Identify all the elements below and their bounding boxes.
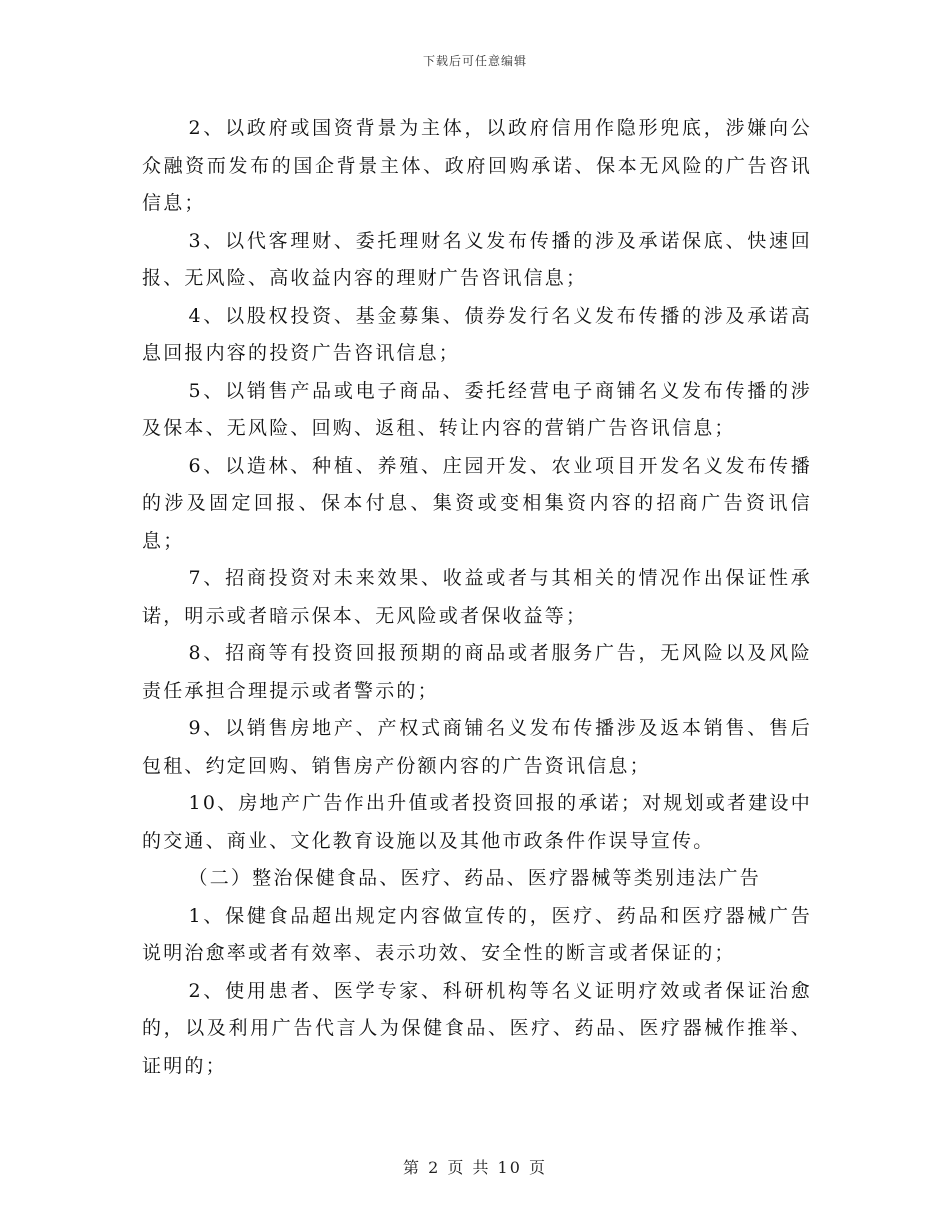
list-item-4: 4、以股权投资、基金募集、债券发行名义发布传播的涉及承诺高息回报内容的投资广告咨讯信息； xyxy=(142,304,812,364)
list-item-6: 6、以造林、种植、养殖、庄园开发、农业项目开发名义发布传播的涉及固定回报、保本付息、集资或变相集资内容的招商广告资讯信息； xyxy=(142,454,812,552)
list-item-7: 7、招商投资对未来效果、收益或者与其相关的情况作出保证性承诺，明示或者暗示保本、无风险或者保收益等； xyxy=(142,567,812,627)
section-heading: （二）整治保健食品、医疗、药品、医疗器械等类别违法广告 xyxy=(188,867,761,889)
page-number-footer: 第 2 页 共 10 页 xyxy=(403,1158,547,1177)
list-item-8: 8、招商等有投资回报预期的商品或者服务广告，无风险以及风险责任承担合理提示或者警示的； xyxy=(142,642,812,702)
list-item-2: 2、以政府或国资背景为主体，以政府信用作隐形兜底，涉嫌向公众融资而发布的国企背景主体、政府回购承诺、保本无风险的广告咨讯信息； xyxy=(142,117,812,214)
list-item-5: 5、以销售产品或电子商品、委托经营电子商铺名义发布传播的涉及保本、无风险、回购、返租、转让内容的营销广告咨讯信息； xyxy=(142,379,812,439)
page-header: 下载后可任意编辑 xyxy=(422,54,527,68)
list-item-3: 3、以代客理财、委托理财名义发布传播的涉及承诺保底、快速回报、无风险、高收益内容的理财广告咨讯信息； xyxy=(142,229,812,289)
section-item-2: 2、使用患者、医学专家、科研机构等名义证明疗效或者保证治愈的，以及利用广告代言人为保健食品、医疗、药品、医疗器械作推举、证明的； xyxy=(142,979,812,1077)
list-item-10: 10、房地产广告作出升值或者投资回报的承诺；对规划或者建设中的交通、商业、文化教育设施以及其他市政条件作误导宣传。 xyxy=(142,792,812,852)
list-item-9: 9、以销售房地产、产权式商铺名义发布传播涉及返本销售、售后包租、约定回购、销售房产份额内容的广告资讯信息； xyxy=(142,717,812,777)
section-item-1: 1、保健食品超出规定内容做宣传的，医疗、药品和医疗器械广告说明治愈率或者有效率、表示功效、安全性的断言或者保证的； xyxy=(142,904,812,964)
document-body xyxy=(142,110,812,1085)
